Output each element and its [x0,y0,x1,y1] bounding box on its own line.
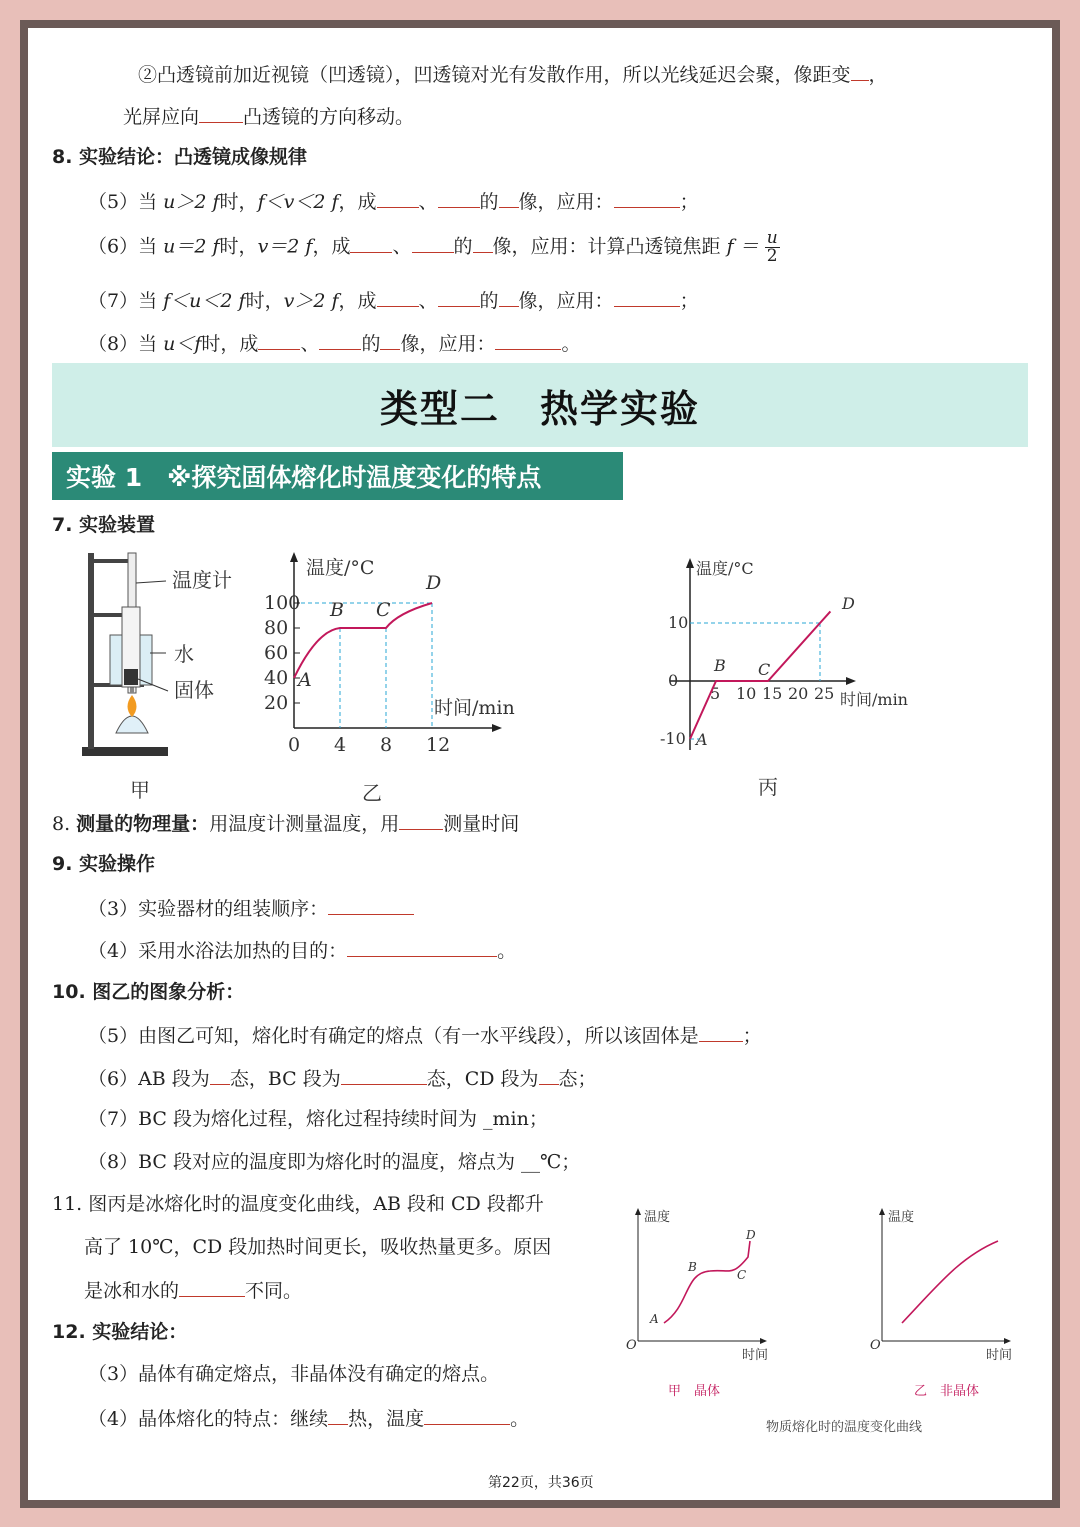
label-crystal: 甲 晶体 [668,1384,721,1399]
stand-base [82,747,168,756]
amorphous-curve [902,1241,998,1323]
leader [136,581,166,583]
x-tick-label: 4 [334,734,347,756]
point-label-b: B [714,656,726,675]
figure-caption: 物质熔化时的温度变化曲线 [766,1420,923,1435]
y-arrow [686,558,694,568]
label-water: 水 [174,642,194,666]
section-title: 10. 图乙的图象分析： [52,981,245,1003]
stand-rod [88,553,94,749]
y-tick-label: 80 [264,617,289,639]
y-tick-label: 100 [264,592,301,614]
origin-label: O [626,1338,637,1353]
y-label: 温度 [888,1210,915,1225]
x-tick-label: 5 [710,684,721,703]
label-solid: 固体 [174,678,214,702]
analysis-6: （6）AB 段为 态，BC 段为 态，CD 段为 态； [88,1068,597,1090]
point-label-d: D [426,572,442,594]
melting-curve [294,603,432,678]
label-thermometer: 温度计 [172,568,232,592]
analysis-7: （7）BC 段为熔化过程，熔化过程持续时间为 _min； [88,1108,548,1130]
section-title: 8. 实验结论：凸透镜成像规律 [52,146,308,168]
rule-8: （8）当 u＜f时，成 、 的 像，应用： 。 [88,333,581,355]
x-tick-label: 0 [288,734,301,756]
y-label: 温度 [644,1210,671,1225]
y-tick-label: -10 [660,729,686,748]
x-label: 时间 [986,1348,1013,1363]
experiment-header: 实验 1 ※探究固体熔化时温度变化的特点 [52,452,623,500]
measure-line: 8. 测量的物理量：用温度计测量温度，用 测量时间 [52,813,520,835]
y-arrow [290,552,298,562]
page-footer: 第22页，共36页 [488,1475,594,1491]
section-title: 7. 实验装置 [52,514,156,536]
caption-bing: 丙 [758,775,778,799]
type-banner: 类型二 热学实验 [52,363,1028,447]
y-arrow [635,1208,641,1215]
flame [128,695,137,717]
y-label: 温度/°C [696,559,754,578]
point-label-c: C [376,599,391,621]
x-arrow [760,1338,767,1344]
x-tick-label: 12 [426,734,451,756]
label-amorphous: 乙 非晶体 [914,1384,980,1399]
x-arrow [846,677,856,685]
y-tick-label: 0 [668,671,679,690]
y-label: 温度/°C [306,557,375,579]
analysis-5: （5）由图乙可知，熔化时有确定的熔点（有一水平线段），所以该固体是 ； [88,1025,762,1047]
conclusion-4: （4）晶体熔化的特点：继续 热，温度 。 [88,1408,530,1430]
op-3: （3）实验器材的组装顺序： [88,898,414,919]
text-line: 光屏应向 凸透镜的方向移动。 [123,106,415,128]
x-tick-label: 15 [762,684,783,703]
lamp [116,716,148,733]
x-arrow [492,724,502,732]
y-tick-label: 10 [668,613,689,632]
x-tick-label: 8 [380,734,393,756]
rule-6: （6）当 u＝2 f时，v＝2 f，成 、 的 像，应用：计算凸透镜焦距 f ＝ $\frac{u}{2}$ [88,228,778,266]
conclusion-3: （3）晶体有确定熔点，非晶体没有确定的熔点。 [88,1363,500,1385]
point-label-b: B [330,599,344,621]
crystal-curve [664,1241,750,1323]
x-tick-label: 25 [814,684,835,703]
q11-line2: 高了 10℃，CD 段加热时间更长，吸收热量更多。原因 [84,1236,552,1258]
analysis-8: （8）BC 段对应的温度即为熔化时的温度，熔点为 __℃； [88,1151,581,1173]
q11-line3: 是冰和水的 不同。 [84,1280,303,1302]
fraction: $\frac{u}{2}$ [766,228,778,266]
point-b: B [688,1260,697,1274]
y-tick-label: 40 [264,667,289,689]
origin-label: O [870,1338,881,1353]
op-4: （4）采用水浴法加热的目的： 。 [88,940,517,962]
x-tick-label: 10 [736,684,757,703]
solid-sample [124,669,138,685]
section-title: 9. 实验操作 [52,853,156,875]
point-label-a: A [298,669,312,691]
point-a: A [650,1312,659,1326]
apparatus-figure [70,545,260,805]
rule-5: （5）当 u＞2 f时，f＜v＜2 f，成 、 的 像，应用： ； [88,191,699,213]
text-line: ②凸透镜前加近视镜（凹透镜），凹透镜对光有发散作用，所以光线延迟会聚，像距变 ， [138,64,888,86]
caption-yi: 乙 [362,781,382,805]
caption-jia: 甲 [130,778,150,802]
x-arrow [1004,1338,1011,1344]
q11-line1: 11. 图丙是冰熔化时的温度变化曲线，AB 段和 CD 段都升 [52,1193,544,1215]
x-tick-label: 20 [788,684,809,703]
point-label-d: D [842,594,855,613]
rule-7: （7）当 f＜u＜2 f时，v＞2 f，成 、 的 像，应用： ； [88,290,699,312]
y-tick-label: 60 [264,642,289,664]
section-title: 12. 实验结论： [52,1321,188,1343]
x-label: 时间/min [840,690,908,709]
point-label-c: C [758,660,771,679]
point-label-a: A [696,730,708,749]
chart-bing [650,550,920,800]
chart-yi [262,548,542,808]
point-c: C [737,1268,747,1282]
x-label: 时间 [742,1348,769,1363]
point-d: D [746,1228,756,1242]
y-arrow [879,1208,885,1215]
melting-curves-figure [620,1205,1020,1445]
y-tick-label: 20 [264,692,289,714]
x-label: 时间/min [434,697,515,719]
